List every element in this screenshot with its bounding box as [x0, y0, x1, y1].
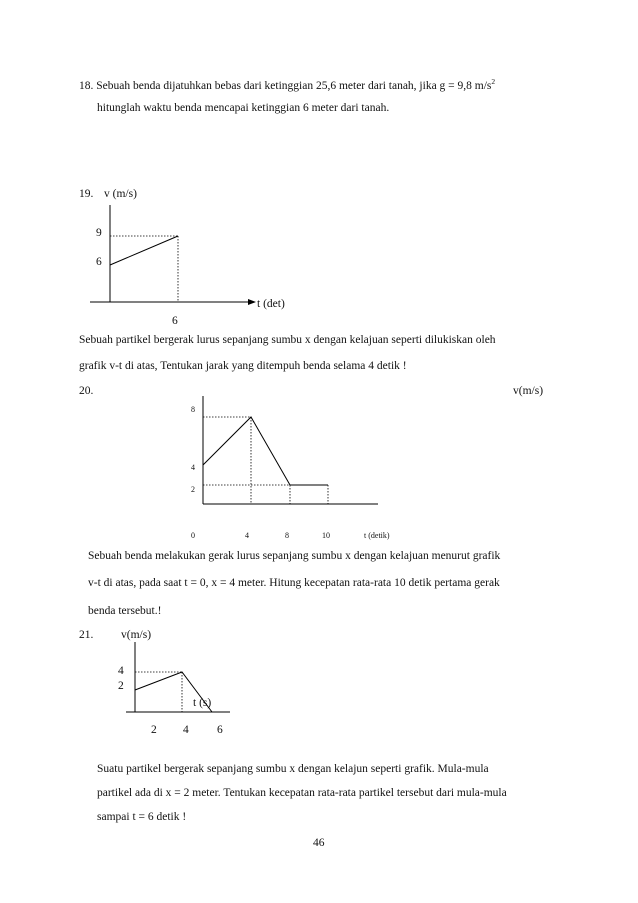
- q19-line2: grafik v-t di atas, Tentukan jarak yang ditempuh benda selama 4 detik !: [79, 360, 407, 372]
- q20-line2: v-t di atas, pada saat t = 0, x = 4 meter. Hitung kecepatan rata-rata 10 detik pertama gerak: [88, 577, 500, 589]
- q20-line3: benda tersebut.!: [88, 605, 162, 617]
- q19-tick-6-x: 6: [172, 315, 178, 327]
- q21-velocity-line: [135, 672, 212, 712]
- q21-x-axis-label: t (s): [193, 697, 212, 709]
- q20-x-tick-10: 10: [322, 531, 330, 540]
- q20-y-tick-4: 4: [191, 463, 195, 472]
- q18-superscript: 2: [491, 77, 496, 86]
- q21-line1: Suatu partikel bergerak sepanjang sumbu x dengan kelajun seperti grafik. Mula-mula: [97, 763, 489, 775]
- q20-line1: Sebuah benda melakukan gerak lurus sepanjang sumbu x dengan kelajuan menurut grafik: [88, 550, 501, 562]
- q21-line2: partikel ada di x = 2 meter. Tentukan kecepatan rata-rata partikel tersebut dari mula-mula: [97, 787, 507, 799]
- page-number: 46: [313, 837, 325, 849]
- q20-x-tick-0: 0: [191, 531, 195, 540]
- q19-tick-9: 9: [96, 227, 102, 239]
- q21-x-tick-2: 2: [151, 724, 157, 736]
- q19-x-axis-label: t (det): [257, 298, 285, 310]
- q19-tick-6-y: 6: [96, 256, 102, 268]
- q18-number: 18.: [79, 79, 94, 92]
- q20-y-axis-label: v(m/s): [513, 385, 544, 397]
- q20-y-tick-8: 8: [191, 405, 195, 414]
- q18-line1: Sebuah benda dijatuhkan bebas dari ketinggian 25,6 meter dari tanah, jika g = 9,8 m/s: [96, 79, 492, 92]
- q20-x-tick-4: 4: [245, 531, 249, 540]
- q21-y-axis-label: v(m/s): [121, 629, 152, 641]
- q21-y-tick-2: 2: [118, 680, 124, 692]
- q21-x-tick-4: 4: [183, 724, 189, 736]
- q18-line2: hitunglah waktu benda mencapai ketinggian 6 meter dari tanah.: [97, 102, 390, 114]
- q20-x-tick-8: 8: [285, 531, 289, 540]
- q21-number: 21.: [79, 629, 94, 641]
- q21-x-tick-6: 6: [217, 724, 223, 736]
- q21-y-tick-4: 4: [118, 665, 124, 677]
- q20-x-axis-label: t (detik): [364, 531, 390, 540]
- q19-line1: Sebuah partikel bergerak lurus sepanjang sumbu x dengan kelajuan seperti dilukiskan oleh: [79, 334, 496, 346]
- q21-line3: sampai t = 6 detik !: [97, 811, 187, 823]
- q20-number: 20.: [79, 385, 94, 397]
- q19-number: 19.: [79, 188, 94, 200]
- q20-y-tick-2: 2: [191, 485, 195, 494]
- q19-y-axis-label: v (m/s): [104, 188, 137, 200]
